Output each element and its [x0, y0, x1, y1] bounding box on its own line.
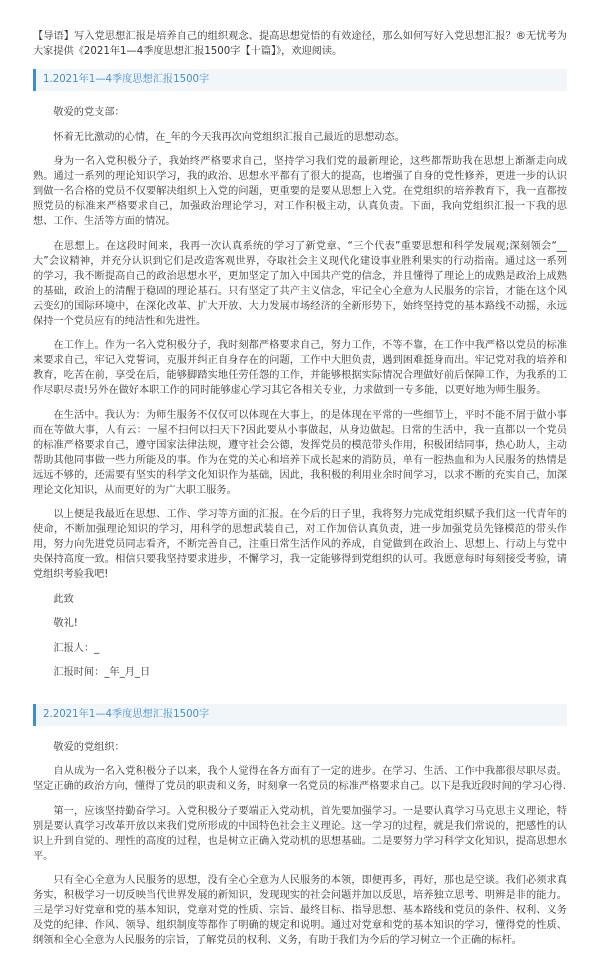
closing-line: 此致 [53, 593, 74, 605]
salutation: 敬爱的党组织： [53, 741, 125, 753]
paragraph: 在工作上。作为一名入党积极分子，我时刻都严格要求自己，努力工作，不等不靠，在工作中我严格以党员的标准来要求自己，牢记入党誓词，克服并纠正自身存在的问题，工作中大胆负责，遇到困难挺身而出。牢记党对我的培养和教育，吃苦在前，享受在后，能够脚踏实地任劳任怨的工作，并能够根据实际情况合理做好前后保障工作，为我系的工作尽职尽责!另外在做好本职工作的同时能够虚心学习其它各相关专业，力求做到一专多能，以更好地为师生服务。 [33, 340, 567, 396]
paragraph: 以上便是我最近在思想、工作、学习等方面的汇报。在今后的日子里，我将努力完成党组织赋予我们这一代青年的使命，不断加强理论知识的学习，用科学的思想武装自己，对工作加倍认真负责，进一步加强党员先锋模范的带头作用，努力向先进党员同志看齐，不断完善自己，注重日常生活作风的养成，自觉做到在政治上、思想上、行动上与党中央保持高度一致。相信只要我坚持要求进步，不懈学习，我一定能够得到党组织的认可。我愿意每时每刻接受考验，请党组织考验我吧! [33, 509, 567, 580]
closing-salute: 敬礼! [53, 618, 78, 629]
paragraph: 在生活中。我认为：为师生服务不仅仅可以体现在大事上，的是体现在平常的一些细节上，平时不能不屑于做小事而在等做大事，人有云：一屋不扫何以扫天下?因此要从小事做起，从身边做起。日常的生活中，我一直都以一个党员的标准严格要求自己，遵守国家法律法规，遵守社会公德，发挥党员的模范带头作用，积极团结同事，热心助人，主动帮助其他同事做一些力所能及的事。作为在党的关心和培养下成长起来的消防员，单有一腔热血和为人民服务的热情是远远不够的，还需要有坚实的科学文化知识作为基础，因此，我积极的利用业余时间学习，以求不断的充实自己，加深理论文化知识，从而更好的为广大职工服务。 [33, 409, 567, 496]
paragraph: 只有全心全意为人民服务的思想，没有全心全意为人民服务的本领，即便再多，再好，那也是空谈。我们必须求真务实，积极学习一切反映当代世界发展的新知识，发现现实的社会问题并加以反思，培养独立思考、明辨是非的能力。三是学习好党章和党的基本知识，党章对党的性质、宗旨、最终目标、指导思想、基本路线和党员的条件、权利、义务及党的纪律、作风、领导、组织制度等都作了明确的规定和说明。通过对党章和党的基本知识的学习，懂得党的性质、纲领和全心全意为人民服务的宗旨，了解党员的权利、义务，有助于我们为今后的学习树立一个正确的标杆。 [33, 875, 567, 946]
paragraph: 在思想上。在这段时间来，我再一次认真系统的学习了新党章、“三个代表”重要思想和科学发展观;深刻领会“__大”会议精神，并充分认识到它们是改造客观世界，夺取社会主义现代化建设事业胜利果实的行动指南。通过这一系列的学习，我不断提高自己的政治思想水平，更加坚定了加入中国共产党的信念，并且懂得了理论上的成熟是政治上成熟的基础，政治上的清醒于稳固的理论基石。只有坚定了共产主义信念，牢记全心全意为人民服务的宗旨，才能在这个风云变幻的国际环境中，在深化改革、扩大开放、大力发展市场经济的全新形势下，始终坚持党的基本路线不动摇，永远保持一个党员应有的纯洁性和先进性。 [33, 240, 567, 327]
paragraph: 自从成为一名入党积极分子以来，我个人觉得在各方面有了一定的进步。在学习、生活、工作中我都很尽职尽责。坚定正确的政治方向，懂得了党员的职责和义务，时刻拿一名党员的标准严格要求自己。以下是我近段时间的学习心得. [33, 766, 567, 792]
intro-paragraph: 【导语】写入党思想汇报是培养自己的组织观念、提高思想觉悟的有效途径，那么如何写好入党思想汇报？®无忧考为大家提供《2021年1—4季度思想汇报1500字【十篇】》，欢迎阅读。 [33, 31, 567, 57]
paragraph: 身为一名入党积极分子，我始终严格要求自己，坚持学习我们党的最新理论，这些都帮助我在思想上渐渐走向成熟。通过一系列的理论知识学习，我的政治、思想水平都有了很大的提高，也增强了自身的党性修养，更进一步的认识到做一名合格的党员不仅要解决组织上入党的问题，更重要的是要从思想上入党。在党组织的培养教育下，我一直都按照党员的标准来严格要求自己，加强政治理论学习，对工作积极主动，认真负责。下面，我向党组织汇报一下我的思想、工作、生活等方面的情况。 [33, 156, 567, 227]
report-date-line: 汇报时间：_年_月_日 [53, 667, 151, 678]
salutation: 敬爱的党支部： [53, 107, 125, 118]
reporter-line: 汇报人：_ [53, 642, 100, 654]
section-1-title: 1.2021年1—4季度思想汇报1500字 [33, 69, 567, 91]
document [33, 29, 567, 958]
paragraph: 第一，应该坚持勤奋学习。入党积极分子要端正入党动机，首先要加强学习。一是要认真学习马克思主义理论，特别是要认真学习改革开放以来我们党所形成的中国特色社会主义理论。这一学习的过程，就是我们常说的，把感性的认识上升到自觉的、理性的高度的过程，也是树立正确入党动机的思想基础。二是要努力学习科学文化知识，提高思想水平。 [33, 805, 567, 862]
section-2-title: 2.2021年1—4季度思想汇报1500字 [33, 704, 567, 726]
paragraph: 怀着无比激动的心情，在_年的今天我再次向党组织汇报自己最近的思想动态。 [53, 131, 405, 143]
